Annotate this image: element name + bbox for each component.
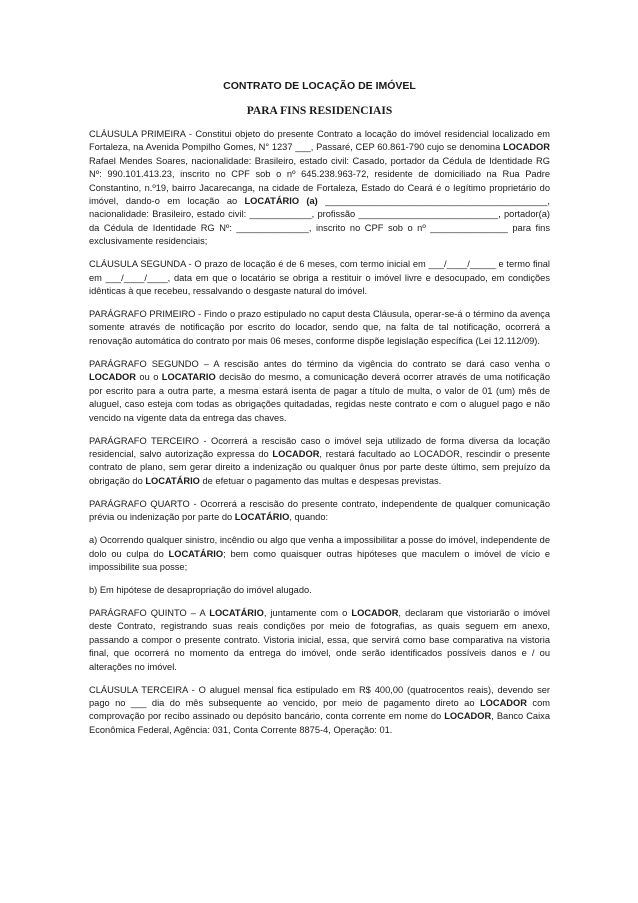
clause-text: decisão do mesmo, a comunicação deverá ocorrer através de uma notificação por escrito para a outra parte, a mesma estará isenta de pagar a título de multa, o valor de 01 (um) mês de aluguel, caso esteja com todas as obrigações quitadadas, regidas neste contrato e com o aluguel pago e não vencido na vigente data da entrega das chaves. [89,372,550,423]
bold-term: LOCATÁRIO [145,475,200,486]
document-body [89,80,550,747]
clause-text: Rafael Mendes Soares, nacionalidade: Brasileiro, estado civil: Casado, portador da Cédula de Identidade RG Nº: 990.101.413.23, inscrito no CPF sob o nº 645.238.963-72, residente de domiciliado na Rua Padre Constantino, n.º19, bairro Jacarecanga, na cidade de Fortaleza, Estado do Ceará é o legítimo proprietário do imóvel, dando-o em locação ao [89,155,550,207]
clause-text: ___________________________________________, nacionalidade: Brasileiro, estado civil: ____________, profissão ___________________________, portador(a) da Cédula de Identidade RG Nº: ______________, inscrito no CPF sob o nº _______________ para fins exclusivamente residenciais; [89,196,551,247]
clause-text: CLÁUSULA PRIMEIRA - Constitui objeto do presente Contrato a locação do imóvel residencial localizado em Fortaleza, na Avenida Pompilho Gomes, N° 1237 ___, Passaré, CEP 60.861-790 cujo se denomina [89,129,550,153]
clause-text: b) Em hipótese de desapropriação do imóvel alugado. [89,584,312,595]
bold-term: LOCATÁRIO [234,512,290,523]
bold-term: LOCADOR [89,372,136,383]
clause-paragraph [89,584,550,597]
clause-text: ; bem como quaisquer outras hipóteses que maculem o imóvel de vício e impossibilite sua posse; [89,548,550,572]
clause-paragraph [89,308,550,348]
clause-paragraph [89,258,550,298]
bold-term: LOCATÁRIO [209,607,264,618]
clause-paragraph [89,128,550,249]
clause-text: CLÁUSULA SEGUNDA - O prazo de locação é de 6 meses, com termo inicial em ___/____/_____ e termo final em ___/____/____, data em que o locatário se obriga a restituir o imóvel livre e desocupado, em condições idênticas à que recebeu, ressalvando o desgaste natural do imóvel. [89,259,550,297]
bold-term: LOCADOR [479,697,527,708]
clause-text: ou o [136,372,162,383]
bold-term: LOCATÁRIO [168,548,224,559]
clause-text: CLÁUSULA TERCEIRA - O aluguel mensal fica estipulado em R$ 400,00 (quatrocentos reais), devendo ser pago no ___ dia do mês subsequente ao vencido, por meio de pagamento direto ao [89,684,550,708]
clause-text: , Banco Caixa Econômica Federal, Agência: 031, Conta Corrente 8875-4, Operação: 01. [89,711,550,735]
clause-text: a) Ocorrendo qualquer sinistro, incêndio ou algo que venha a impossibilitar a posse do imóvel, independente de dolo ou culpa do [89,535,550,559]
clause-text: , quando: [289,512,329,523]
clause-text: , restará facultado ao LOCADOR, rescindir o presente contrato de plano, sem gerar direito a indenização ou qualquer ônus por parte deste último, sem prejuízo da obrigação do [89,448,550,486]
clause-text: PARÁGRAFO SEGUNDO – A rescisão antes do término da vigência do contrato se dará caso venha o [89,358,550,369]
bold-term: LOCADOR [444,711,492,722]
clause-text: PARÁGRAFO TERCEIRO - Ocorrerá a rescisão caso o imóvel seja utilizado de forma diversa da locação residencial, salvo autorização expressa do [89,435,550,459]
clause-paragraph [89,358,550,425]
bold-term: LOCATÁRIO (a) [244,196,318,207]
document-title: CONTRATO DE LOCAÇÃO DE IMÓVEL [223,80,416,92]
clause-paragraph [89,607,550,674]
document-subtitle: PARA FINS RESIDENCIAIS [246,105,393,117]
clause-paragraph [89,498,550,525]
clause-paragraph [89,435,550,489]
clause-text: , juntamente com o [263,607,352,618]
clause-paragraph [89,534,550,574]
clause-text: , declaram que vistoriarão o imóvel deste Contrato, registrando suas reais condições por meio de fotografias, as quais seguem em anexo, passando a compor o presente contrato. Vistoria inicial, essa, que servirá como base comparativa na vistoria final, que ocorrerá no momento da entrega do imóvel, onde serão identificados possíveis danos e / ou alterações no imóvel. [89,607,550,672]
clause-paragraph [89,684,550,738]
clause-text: PARÁGRAFO PRIMEIRO - Findo o prazo estipulado no caput desta Cláusula, operar-se-á o término da avença somente através de notificação por escrito do locador, sendo que, na falta de tal notificação, ocorrerá a renovação automática do contrato por mais 06 meses, conforme dispõe legislação específica (Lei 12.112/09). [89,309,550,346]
bold-term: LOCATARIO [161,372,216,383]
clause-text: PARÁGRAFO QUARTO - Ocorrerá a rescisão do presente contrato, independente de qualquer comunicação prévia ou indenização por parte do [89,498,550,523]
clauses-container [89,128,550,737]
clause-text: de efetuar o pagamento das multas e despesas previstas. [199,475,442,486]
clause-text: com comprovação por recibo assinado ou depósito bancário, conta corrente em nome do [89,697,550,722]
bold-term: LOCADOR [503,142,550,153]
bold-term: LOCADOR [351,607,399,618]
clause-text: PARÁGRAFO QUINTO – A [89,607,210,618]
bold-term: LOCADOR [272,448,320,459]
